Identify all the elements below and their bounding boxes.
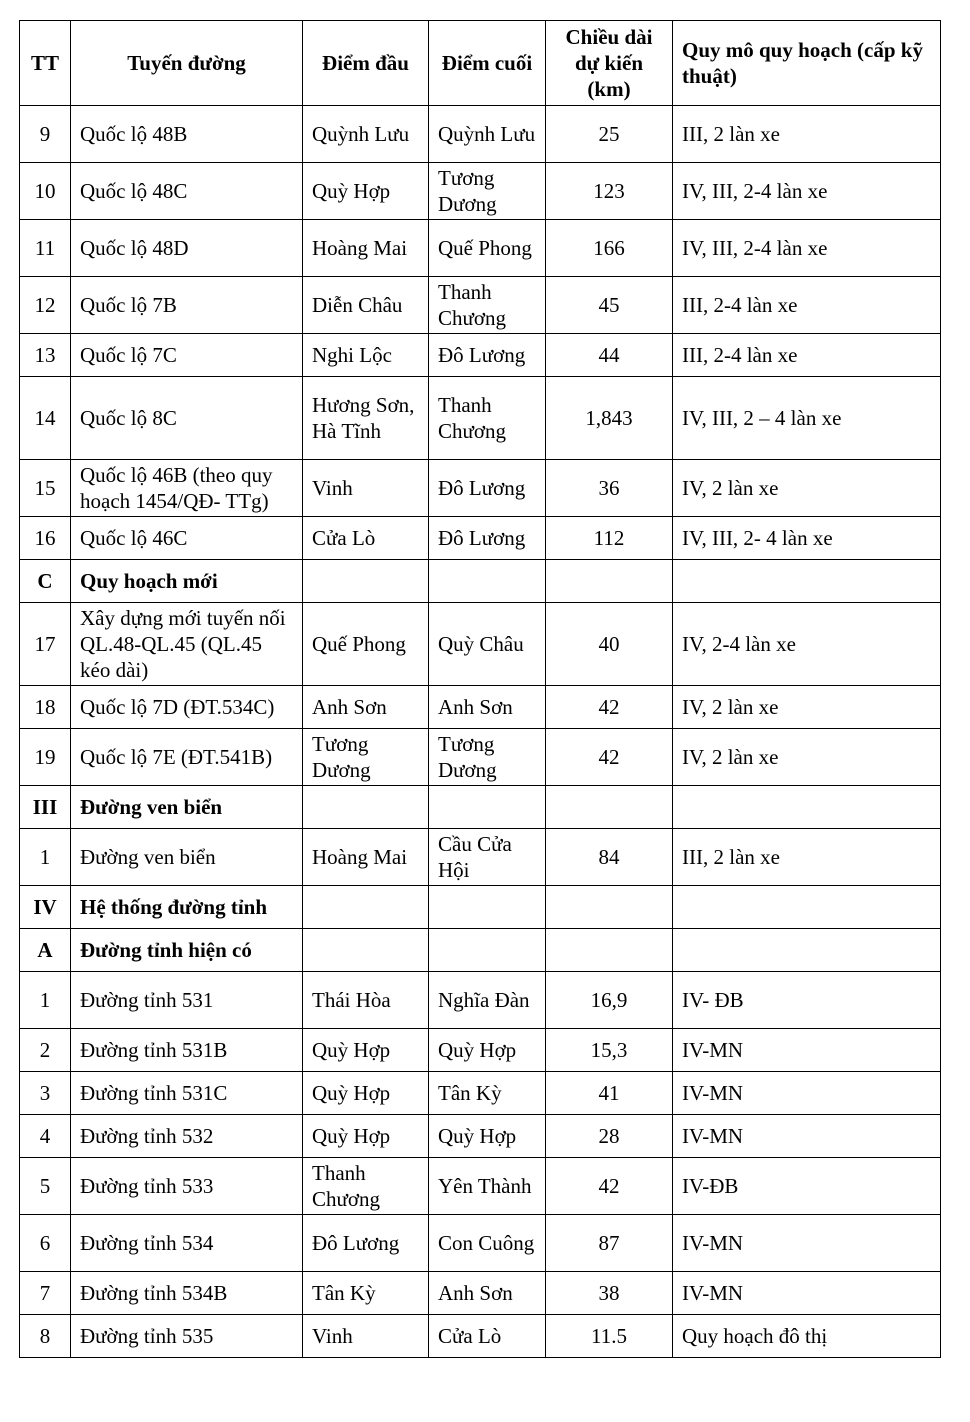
cell-route: Đường tỉnh 531 [71, 972, 303, 1029]
cell-empty [673, 886, 941, 929]
section-row [20, 886, 941, 929]
cell-length: 87 [546, 1215, 673, 1272]
cell-tt: 16 [20, 517, 71, 560]
cell-start: Hoàng Mai [303, 220, 429, 277]
cell-length: 40 [546, 603, 673, 686]
cell-scale: IV, 2 làn xe [673, 729, 941, 786]
cell-route: Đường tỉnh 532 [71, 1115, 303, 1158]
cell-scale: IV-MN [673, 1115, 941, 1158]
cell-tt: 11 [20, 220, 71, 277]
cell-end: Tương Dương [429, 163, 546, 220]
cell-route: Đường tỉnh 533 [71, 1158, 303, 1215]
cell-start: Quỳ Hợp [303, 1115, 429, 1158]
cell-length: 166 [546, 220, 673, 277]
cell-length: 41 [546, 1072, 673, 1115]
cell-scale: IV, III, 2-4 làn xe [673, 220, 941, 277]
cell-tt: 14 [20, 377, 71, 460]
cell-end: Cửa Lò [429, 1315, 546, 1358]
cell-empty [546, 886, 673, 929]
cell-tt: 18 [20, 686, 71, 729]
cell-tt: 3 [20, 1072, 71, 1115]
cell-start: Anh Sơn [303, 686, 429, 729]
cell-length: 84 [546, 829, 673, 886]
table-row [20, 163, 941, 220]
cell-tt: 7 [20, 1272, 71, 1315]
cell-route: Đường tỉnh 534B [71, 1272, 303, 1315]
header-route: Tuyến đường [71, 21, 303, 106]
cell-scale: IV-ĐB [673, 1158, 941, 1215]
cell-end: Quỳ Châu [429, 603, 546, 686]
cell-empty [546, 786, 673, 829]
cell-tt: 19 [20, 729, 71, 786]
cell-scale: IV-MN [673, 1072, 941, 1115]
cell-end: Đô Lương [429, 460, 546, 517]
cell-scale: IV- ĐB [673, 972, 941, 1029]
cell-empty [546, 929, 673, 972]
cell-start: Tân Kỳ [303, 1272, 429, 1315]
cell-empty [546, 560, 673, 603]
table-row [20, 1029, 941, 1072]
cell-tt: 1 [20, 972, 71, 1029]
cell-scale: III, 2-4 làn xe [673, 334, 941, 377]
cell-tt: III [20, 786, 71, 829]
cell-empty [303, 560, 429, 603]
cell-end: Quế Phong [429, 220, 546, 277]
cell-tt: 15 [20, 460, 71, 517]
cell-scale: IV, III, 2-4 làn xe [673, 163, 941, 220]
table-row [20, 460, 941, 517]
cell-length: 25 [546, 106, 673, 163]
cell-start: Hương Sơn, Hà Tĩnh [303, 377, 429, 460]
cell-length: 42 [546, 686, 673, 729]
table-row [20, 829, 941, 886]
cell-end: Thanh Chương [429, 277, 546, 334]
header-length: Chiều dài dự kiến (km) [546, 21, 673, 106]
table-row [20, 377, 941, 460]
cell-section-title: Quy hoạch mới [71, 560, 303, 603]
cell-scale: III, 2-4 làn xe [673, 277, 941, 334]
cell-route: Xây dựng mới tuyến nối QL.48-QL.45 (QL.45 kéo dài) [71, 603, 303, 686]
table-row [20, 686, 941, 729]
cell-empty [429, 929, 546, 972]
table-row [20, 729, 941, 786]
cell-empty [303, 886, 429, 929]
cell-end: Tân Kỳ [429, 1072, 546, 1115]
table-row [20, 277, 941, 334]
table-row [20, 334, 941, 377]
header-row [20, 21, 941, 106]
cell-empty [673, 929, 941, 972]
cell-start: Hoàng Mai [303, 829, 429, 886]
cell-route: Quốc lộ 7D (ĐT.534C) [71, 686, 303, 729]
cell-start: Vinh [303, 1315, 429, 1358]
cell-route: Quốc lộ 48B [71, 106, 303, 163]
roads-table [19, 20, 941, 1358]
cell-route: Đường tỉnh 534 [71, 1215, 303, 1272]
table-row [20, 106, 941, 163]
table-row [20, 1072, 941, 1115]
cell-empty [303, 786, 429, 829]
cell-tt: A [20, 929, 71, 972]
table-row [20, 603, 941, 686]
cell-end: Anh Sơn [429, 1272, 546, 1315]
cell-route: Quốc lộ 7E (ĐT.541B) [71, 729, 303, 786]
section-row [20, 560, 941, 603]
cell-tt: 5 [20, 1158, 71, 1215]
cell-route: Đường ven biển [71, 829, 303, 886]
cell-length: 28 [546, 1115, 673, 1158]
cell-scale: IV, 2 làn xe [673, 460, 941, 517]
cell-route: Quốc lộ 7C [71, 334, 303, 377]
cell-scale: IV-MN [673, 1272, 941, 1315]
cell-route: Quốc lộ 7B [71, 277, 303, 334]
cell-start: Quỳ Hợp [303, 1072, 429, 1115]
cell-tt: 9 [20, 106, 71, 163]
table-body [20, 106, 941, 1358]
cell-tt: 2 [20, 1029, 71, 1072]
cell-end: Quỳ Hợp [429, 1029, 546, 1072]
cell-length: 45 [546, 277, 673, 334]
cell-tt: 17 [20, 603, 71, 686]
cell-scale: IV, III, 2 – 4 làn xe [673, 377, 941, 460]
cell-route: Đường tỉnh 535 [71, 1315, 303, 1358]
cell-tt: 8 [20, 1315, 71, 1358]
cell-start: Tương Dương [303, 729, 429, 786]
cell-section-title: Hệ thống đường tỉnh [71, 886, 303, 929]
cell-empty [673, 560, 941, 603]
cell-start: Diễn Châu [303, 277, 429, 334]
table-row [20, 1215, 941, 1272]
table-row [20, 220, 941, 277]
cell-length: 36 [546, 460, 673, 517]
cell-empty [429, 560, 546, 603]
cell-start: Nghi Lộc [303, 334, 429, 377]
cell-section-title: Đường tỉnh hiện có [71, 929, 303, 972]
cell-scale: IV, 2-4 làn xe [673, 603, 941, 686]
table-row [20, 1315, 941, 1358]
cell-route: Quốc lộ 46C [71, 517, 303, 560]
cell-empty [673, 786, 941, 829]
cell-scale: III, 2 làn xe [673, 829, 941, 886]
cell-tt: 12 [20, 277, 71, 334]
cell-start: Vinh [303, 460, 429, 517]
cell-scale: IV-MN [673, 1029, 941, 1072]
cell-start: Quỳnh Lưu [303, 106, 429, 163]
cell-route: Đường tỉnh 531C [71, 1072, 303, 1115]
cell-tt: 1 [20, 829, 71, 886]
cell-start: Thái Hòa [303, 972, 429, 1029]
cell-empty [429, 886, 546, 929]
cell-route: Đường tỉnh 531B [71, 1029, 303, 1072]
cell-start: Quỳ Hợp [303, 1029, 429, 1072]
cell-start: Cửa Lò [303, 517, 429, 560]
cell-end: Đô Lương [429, 334, 546, 377]
cell-scale: Quy hoạch đô thị [673, 1315, 941, 1358]
cell-route: Quốc lộ 48C [71, 163, 303, 220]
header-start: Điểm đầu [303, 21, 429, 106]
cell-end: Thanh Chương [429, 377, 546, 460]
cell-tt: 10 [20, 163, 71, 220]
cell-length: 16,9 [546, 972, 673, 1029]
cell-end: Nghĩa Đàn [429, 972, 546, 1029]
cell-section-title: Đường ven biển [71, 786, 303, 829]
table-row [20, 1272, 941, 1315]
cell-length: 123 [546, 163, 673, 220]
cell-end: Anh Sơn [429, 686, 546, 729]
section-row [20, 786, 941, 829]
cell-length: 1,843 [546, 377, 673, 460]
cell-start: Thanh Chương [303, 1158, 429, 1215]
cell-end: Cầu Cửa Hội [429, 829, 546, 886]
cell-tt: C [20, 560, 71, 603]
cell-length: 42 [546, 729, 673, 786]
cell-route: Quốc lộ 8C [71, 377, 303, 460]
header-tt: TT [20, 21, 71, 106]
cell-start: Quế Phong [303, 603, 429, 686]
header-scale: Quy mô quy hoạch (cấp kỹ thuật) [673, 21, 941, 106]
cell-route: Quốc lộ 46B (theo quy hoạch 1454/QĐ- TTg) [71, 460, 303, 517]
cell-tt: 6 [20, 1215, 71, 1272]
cell-end: Quỳ Hợp [429, 1115, 546, 1158]
cell-end: Quỳnh Lưu [429, 106, 546, 163]
cell-scale: IV-MN [673, 1215, 941, 1272]
cell-scale: III, 2 làn xe [673, 106, 941, 163]
table-row [20, 517, 941, 560]
cell-length: 38 [546, 1272, 673, 1315]
cell-tt: IV [20, 886, 71, 929]
cell-start: Đô Lương [303, 1215, 429, 1272]
header-end: Điểm cuối [429, 21, 546, 106]
cell-empty [303, 929, 429, 972]
section-row [20, 929, 941, 972]
cell-empty [429, 786, 546, 829]
cell-scale: IV, 2 làn xe [673, 686, 941, 729]
cell-end: Đô Lương [429, 517, 546, 560]
cell-length: 11.5 [546, 1315, 673, 1358]
cell-end: Yên Thành [429, 1158, 546, 1215]
cell-length: 112 [546, 517, 673, 560]
cell-start: Quỳ Hợp [303, 163, 429, 220]
cell-scale: IV, III, 2- 4 làn xe [673, 517, 941, 560]
table-row [20, 1115, 941, 1158]
cell-tt: 13 [20, 334, 71, 377]
cell-length: 15,3 [546, 1029, 673, 1072]
table-row [20, 1158, 941, 1215]
table-row [20, 972, 941, 1029]
cell-end: Con Cuông [429, 1215, 546, 1272]
cell-length: 42 [546, 1158, 673, 1215]
cell-route: Quốc lộ 48D [71, 220, 303, 277]
cell-end: Tương Dương [429, 729, 546, 786]
cell-tt: 4 [20, 1115, 71, 1158]
cell-length: 44 [546, 334, 673, 377]
